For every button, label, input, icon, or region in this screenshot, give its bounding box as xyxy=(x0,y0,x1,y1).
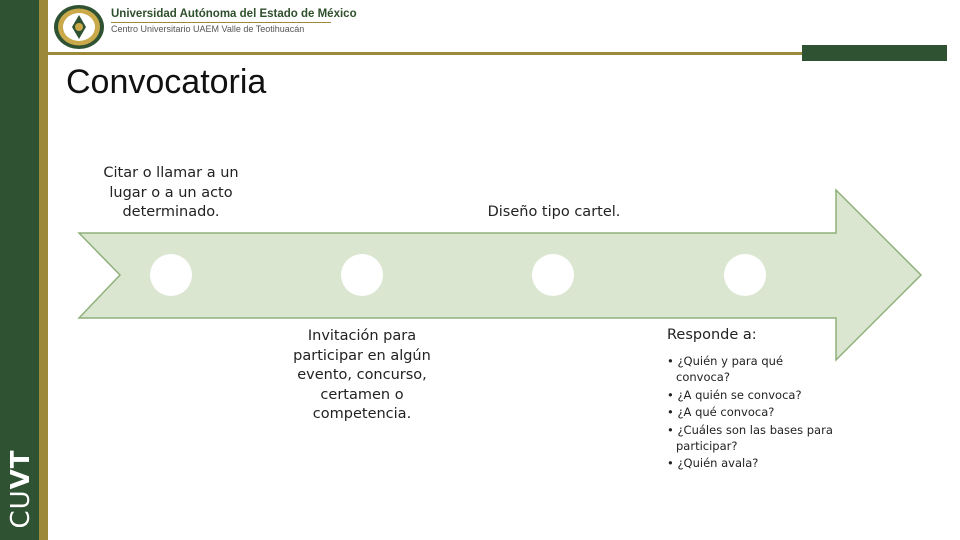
list-item: • ¿Quién avala? xyxy=(667,455,837,471)
university-name: Universidad Autónoma del Estado de México xyxy=(111,8,357,20)
campus-name: Centro Universitario UAEM Valle de Teotihuacán xyxy=(111,24,305,34)
timeline-node-3 xyxy=(532,254,574,296)
list-item: • ¿A quién se convoca? xyxy=(667,387,837,403)
sidebar-mark: CUVT xyxy=(6,449,36,529)
timeline-label-definition: Citar o llamar a un lugar o a un acto determinado. xyxy=(103,165,239,220)
timeline-node-1 xyxy=(150,254,192,296)
timeline-node-4 xyxy=(724,254,766,296)
list-item: • ¿Cuáles son las bases para participar? xyxy=(667,422,837,454)
list-item: • ¿A qué convoca? xyxy=(667,404,837,420)
timeline-label-invitation: Invitación para participar en algún evento, concurso, certamen o competencia. xyxy=(293,328,431,422)
list-item: • ¿Quién y para qué convoca? xyxy=(667,353,837,385)
timeline-label-answers: Responde a: xyxy=(667,327,757,343)
answers-list xyxy=(667,353,837,473)
page-title: Convocatoria xyxy=(66,63,267,101)
timeline-label-design: Diseño tipo cartel. xyxy=(487,204,621,220)
timeline-node-2 xyxy=(341,254,383,296)
